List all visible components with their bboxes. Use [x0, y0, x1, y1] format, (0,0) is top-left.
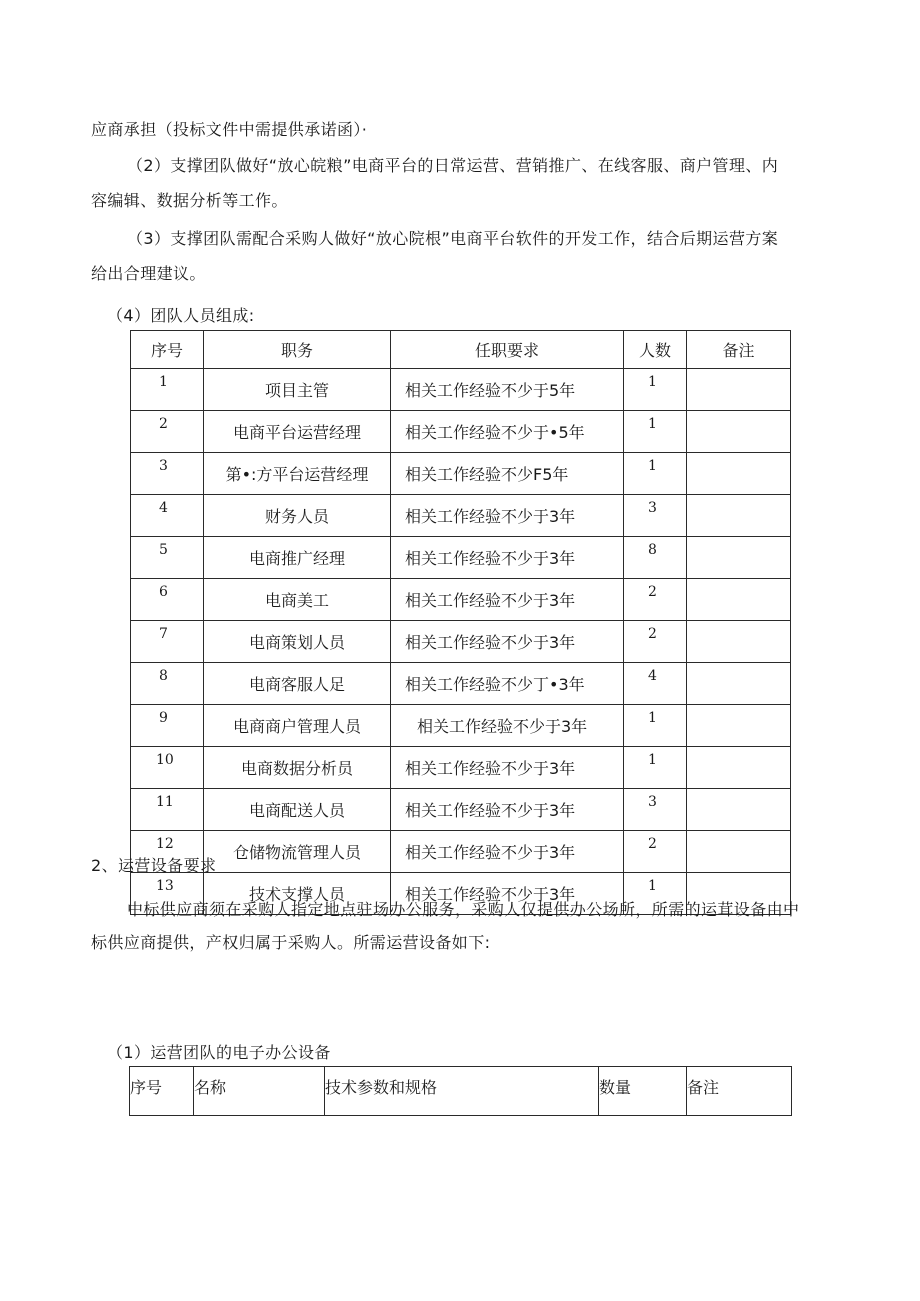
header-cell-spec: 技术参数和规格: [325, 1067, 599, 1116]
header-cell-quantity: 数量: [599, 1067, 687, 1116]
cell-requirement: 相关工作经验不少于3年: [391, 621, 624, 663]
cell-count: 1: [624, 705, 687, 747]
cell-note: [687, 369, 791, 411]
table-row: [131, 789, 791, 831]
cell-note: [687, 621, 791, 663]
cell-count: 1: [624, 873, 687, 915]
cell-note: [687, 453, 791, 495]
table-row: [131, 495, 791, 537]
cell-position: 仓储物流管理人员: [204, 831, 391, 873]
cell-position: 电商平台运营经理: [204, 411, 391, 453]
cell-position: 项目主管: [204, 369, 391, 411]
cell-no: 11: [131, 789, 204, 831]
cell-count: 1: [624, 747, 687, 789]
cell-count: 4: [624, 663, 687, 705]
paragraph-continuation: 应商承担（投标文件中需提供承诺函）·: [91, 120, 368, 139]
cell-note: [687, 789, 791, 831]
header-cell-note: 备注: [687, 331, 791, 369]
cell-count: 1: [624, 453, 687, 495]
cell-requirement: 相关工作经验不少F5年: [391, 453, 624, 495]
cell-position: 电商数据分析员: [204, 747, 391, 789]
cell-count: 3: [624, 789, 687, 831]
cell-requirement: 相关工作经验不少于•5年: [391, 411, 624, 453]
section-2-heading: 2、运营设备要求: [91, 856, 217, 875]
header-cell-position: 职务: [204, 331, 391, 369]
cell-requirement: 相关工作经验不少于3年: [391, 873, 624, 915]
paragraph-item-2-line2: 容编辑、数据分析等工作。: [91, 191, 288, 210]
paragraph-item-3-line1: （3）支撑团队需配合采购人做好“放心院根”电商平台软件的开发工作，结合后期运营方案: [127, 229, 779, 248]
cell-no: 3: [131, 453, 204, 495]
staff-table: [130, 330, 791, 915]
cell-no: 7: [131, 621, 204, 663]
cell-note: [687, 537, 791, 579]
cell-requirement: 相关工作经验不少于3年: [391, 537, 624, 579]
cell-note: [687, 831, 791, 873]
table-row: [131, 453, 791, 495]
cell-requirement: 相关工作经验不少于5年: [391, 369, 624, 411]
cell-note: [687, 705, 791, 747]
cell-no: 6: [131, 579, 204, 621]
header-cell-note: 备注: [687, 1067, 792, 1116]
header-cell-no: 序号: [131, 331, 204, 369]
table-row: [131, 579, 791, 621]
table-row: [131, 747, 791, 789]
header-cell-name: 名称: [194, 1067, 325, 1116]
table-row: [131, 621, 791, 663]
section-2-body-line2: 标供应商提供，产权归属于采购人。所需运营设备如下:: [91, 933, 491, 952]
cell-requirement: 相关工作经验不少于3年: [391, 789, 624, 831]
cell-no: 8: [131, 663, 204, 705]
header-cell-count: 人数: [624, 331, 687, 369]
cell-count: 2: [624, 621, 687, 663]
cell-no: 10: [131, 747, 204, 789]
cell-note: [687, 747, 791, 789]
table-row: [131, 705, 791, 747]
cell-requirement: 相关工作经验不少于3年: [391, 831, 624, 873]
cell-position: 电商配送人员: [204, 789, 391, 831]
cell-count: 2: [624, 579, 687, 621]
cell-no: 13: [131, 873, 204, 915]
cell-requirement: 相关工作经验不少丁•3年: [391, 663, 624, 705]
cell-position: 财务人员: [204, 495, 391, 537]
cell-note: [687, 663, 791, 705]
cell-requirement: 相关工作经验不少于3年: [391, 579, 624, 621]
cell-no: 12: [131, 831, 204, 873]
cell-no: 4: [131, 495, 204, 537]
section-2-body-line1: 中标供应商须在采购人指定地点驻场办公服务，采购人仅提供办公场所，所需的运茸设备由中: [127, 900, 800, 919]
cell-requirement: 相关工作经验不少于3年: [391, 705, 624, 747]
paragraph-item-2-line1: （2）支撑团队做好“放心皖粮”电商平台的日常运营、营销推广、在线客服、商户管理、内: [127, 156, 779, 175]
cell-requirement: 相关工作经验不少于3年: [391, 495, 624, 537]
table-header-row: [131, 331, 791, 369]
table-row: [131, 663, 791, 705]
cell-position: 电商商户管理人员: [204, 705, 391, 747]
table-row: [131, 537, 791, 579]
table-row: [131, 411, 791, 453]
cell-position: 第•:方平台运营经理: [204, 453, 391, 495]
table-row: [131, 831, 791, 873]
cell-no: 1: [131, 369, 204, 411]
header-cell-no: 序号: [130, 1067, 194, 1116]
cell-no: 5: [131, 537, 204, 579]
cell-position: 技术支撑人员: [204, 873, 391, 915]
cell-note: [687, 411, 791, 453]
cell-position: 电商推广经理: [204, 537, 391, 579]
cell-count: 3: [624, 495, 687, 537]
cell-position: 电商美工: [204, 579, 391, 621]
team-composition-heading: （4）团队人员组成:: [107, 306, 255, 325]
equipment-table: [129, 1066, 792, 1116]
cell-count: 1: [624, 411, 687, 453]
table-row: [131, 369, 791, 411]
cell-position: 电商策划人员: [204, 621, 391, 663]
equipment-subheading: （1）运营团队的电子办公设备: [107, 1043, 331, 1062]
cell-no: 9: [131, 705, 204, 747]
cell-note: [687, 579, 791, 621]
paragraph-item-3-line2: 给出合理建议。: [91, 264, 206, 283]
header-cell-requirement: 任职要求: [391, 331, 624, 369]
cell-no: 2: [131, 411, 204, 453]
cell-position: 电商客服人足: [204, 663, 391, 705]
cell-note: [687, 495, 791, 537]
cell-count: 1: [624, 369, 687, 411]
cell-requirement: 相关工作经验不少于3年: [391, 747, 624, 789]
table-header-row: [130, 1067, 792, 1116]
cell-count: 2: [624, 831, 687, 873]
cell-count: 8: [624, 537, 687, 579]
